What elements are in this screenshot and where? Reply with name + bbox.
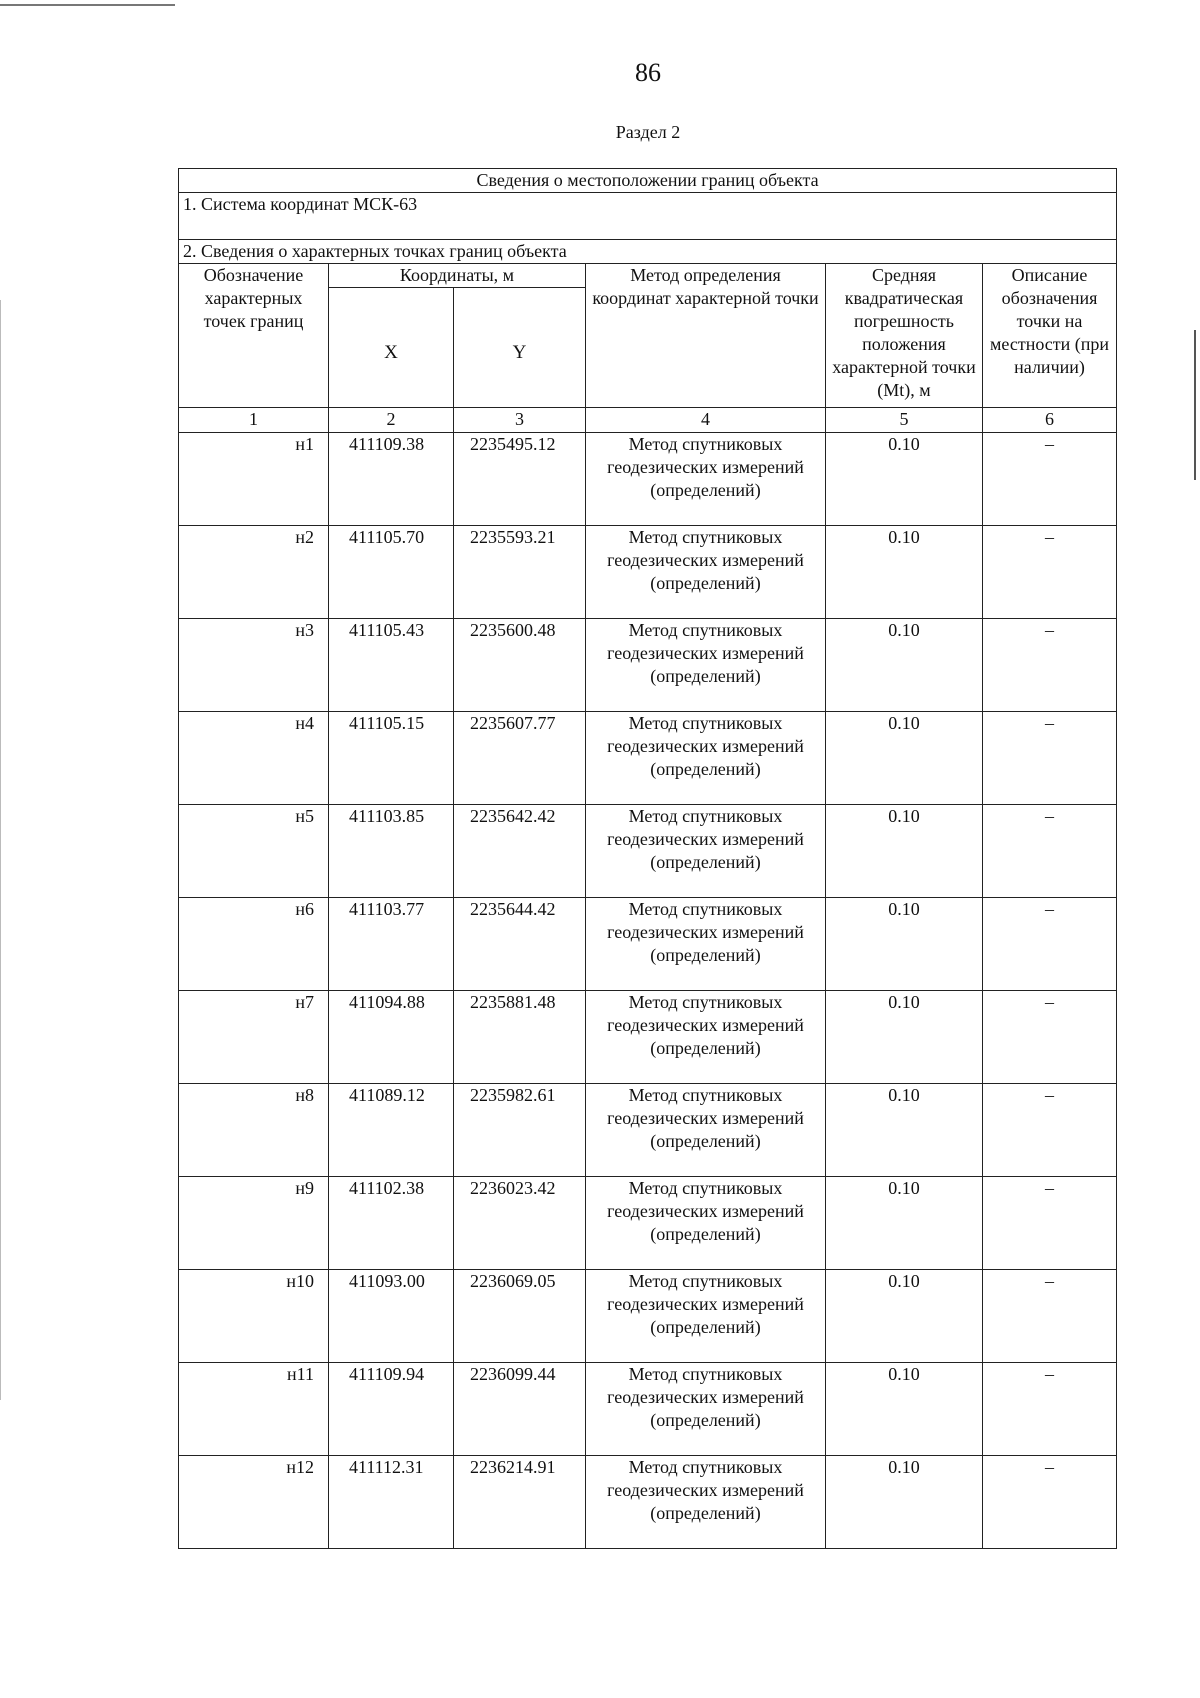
point-id: н1 xyxy=(179,433,329,526)
coord-x: 411094.88 xyxy=(329,991,454,1084)
point-id: н10 xyxy=(179,1270,329,1363)
column-number: 4 xyxy=(586,408,826,433)
error: 0.10 xyxy=(826,1363,983,1456)
coord-y: 2235495.12 xyxy=(454,433,586,526)
method: Метод спутниковых геодезических измерений (определений) xyxy=(586,898,826,991)
coord-x: 411112.31 xyxy=(329,1456,454,1549)
point-id: н11 xyxy=(179,1363,329,1456)
coord-y: 2235644.42 xyxy=(454,898,586,991)
method: Метод спутниковых геодезических измерений (определений) xyxy=(586,991,826,1084)
description: – xyxy=(983,712,1117,805)
table-row xyxy=(179,1363,1117,1456)
column-number: 3 xyxy=(454,408,586,433)
coord-x: 411102.38 xyxy=(329,1177,454,1270)
error: 0.10 xyxy=(826,1084,983,1177)
coord-y: 2235607.77 xyxy=(454,712,586,805)
table-row xyxy=(179,898,1117,991)
description: – xyxy=(983,898,1117,991)
description: – xyxy=(983,526,1117,619)
scan-right-edge xyxy=(1194,330,1196,480)
table-row xyxy=(179,1456,1117,1549)
error: 0.10 xyxy=(826,433,983,526)
header-coordinates: Координаты, м xyxy=(329,264,586,288)
method: Метод спутниковых геодезических измерений (определений) xyxy=(586,619,826,712)
column-number: 6 xyxy=(983,408,1117,433)
column-number: 1 xyxy=(179,408,329,433)
error: 0.10 xyxy=(826,526,983,619)
point-id: н3 xyxy=(179,619,329,712)
coord-y: 2236023.42 xyxy=(454,1177,586,1270)
description: – xyxy=(983,433,1117,526)
header-x: X xyxy=(329,288,454,408)
table-row xyxy=(179,991,1117,1084)
method: Метод спутниковых геодезических измерений (определений) xyxy=(586,712,826,805)
error: 0.10 xyxy=(826,898,983,991)
header-error: Средняя квадратическая погрешность положения характерной точки (Mt), м xyxy=(826,264,983,408)
description: – xyxy=(983,1456,1117,1549)
description: – xyxy=(983,619,1117,712)
coord-y: 2235982.61 xyxy=(454,1084,586,1177)
table-row xyxy=(179,526,1117,619)
method: Метод спутниковых геодезических измерений (определений) xyxy=(586,433,826,526)
table-row xyxy=(179,1270,1117,1363)
description: – xyxy=(983,1270,1117,1363)
point-id: н4 xyxy=(179,712,329,805)
table-row xyxy=(179,433,1117,526)
point-id: н9 xyxy=(179,1177,329,1270)
description: – xyxy=(983,805,1117,898)
method: Метод спутниковых геодезических измерений (определений) xyxy=(586,1456,826,1549)
coord-x: 411089.12 xyxy=(329,1084,454,1177)
error: 0.10 xyxy=(826,1456,983,1549)
coord-y: 2235881.48 xyxy=(454,991,586,1084)
description: – xyxy=(983,1363,1117,1456)
point-id: н5 xyxy=(179,805,329,898)
coord-y: 2235642.42 xyxy=(454,805,586,898)
coord-x: 411109.94 xyxy=(329,1363,454,1456)
error: 0.10 xyxy=(826,1270,983,1363)
method: Метод спутниковых геодезических измерений (определений) xyxy=(586,1084,826,1177)
description: – xyxy=(983,1177,1117,1270)
header-y: Y xyxy=(454,288,586,408)
error: 0.10 xyxy=(826,1177,983,1270)
header-point-designation: Обозначение характерных точек границ xyxy=(179,264,329,408)
table-row xyxy=(179,1177,1117,1270)
coord-x: 411103.85 xyxy=(329,805,454,898)
coord-x: 411109.38 xyxy=(329,433,454,526)
method: Метод спутниковых геодезических измерений (определений) xyxy=(586,1177,826,1270)
point-id: н2 xyxy=(179,526,329,619)
coord-x: 411093.00 xyxy=(329,1270,454,1363)
scan-edge-line xyxy=(0,4,175,6)
coord-x: 411105.15 xyxy=(329,712,454,805)
table-row xyxy=(179,712,1117,805)
error: 0.10 xyxy=(826,619,983,712)
header-description: Описание обозначения точки на местности (при наличии) xyxy=(983,264,1117,408)
method: Метод спутниковых геодезических измерений (определений) xyxy=(586,805,826,898)
point-id: н12 xyxy=(179,1456,329,1549)
coord-y: 2236099.44 xyxy=(454,1363,586,1456)
column-number: 2 xyxy=(329,408,454,433)
boundary-points-table xyxy=(178,168,1117,1549)
error: 0.10 xyxy=(826,991,983,1084)
table-row xyxy=(179,1084,1117,1177)
column-number-row xyxy=(179,408,1117,433)
coordinate-system: 1. Система координат МСК-63 xyxy=(179,193,1117,240)
points-subtitle: 2. Сведения о характерных точках границ объекта xyxy=(179,240,1117,264)
point-id: н8 xyxy=(179,1084,329,1177)
coord-x: 411105.70 xyxy=(329,526,454,619)
header-method: Метод определения координат характерной точки xyxy=(586,264,826,408)
table-banner: Сведения о местоположении границ объекта xyxy=(179,169,1117,193)
coord-x: 411105.43 xyxy=(329,619,454,712)
coord-x: 411103.77 xyxy=(329,898,454,991)
error: 0.10 xyxy=(826,805,983,898)
method: Метод спутниковых геодезических измерений (определений) xyxy=(586,526,826,619)
scan-left-edge xyxy=(0,300,1,1400)
table-row xyxy=(179,805,1117,898)
section-title: Раздел 2 xyxy=(615,122,681,142)
error: 0.10 xyxy=(826,712,983,805)
method: Метод спутниковых геодезических измерений (определений) xyxy=(586,1270,826,1363)
point-id: н6 xyxy=(179,898,329,991)
description: – xyxy=(983,991,1117,1084)
description: – xyxy=(983,1084,1117,1177)
page-number: 86 xyxy=(635,58,661,87)
point-id: н7 xyxy=(179,991,329,1084)
coord-y: 2236214.91 xyxy=(454,1456,586,1549)
method: Метод спутниковых геодезических измерений (определений) xyxy=(586,1363,826,1456)
coord-y: 2235600.48 xyxy=(454,619,586,712)
table-row xyxy=(179,619,1117,712)
coord-y: 2235593.21 xyxy=(454,526,586,619)
column-number: 5 xyxy=(826,408,983,433)
coord-y: 2236069.05 xyxy=(454,1270,586,1363)
